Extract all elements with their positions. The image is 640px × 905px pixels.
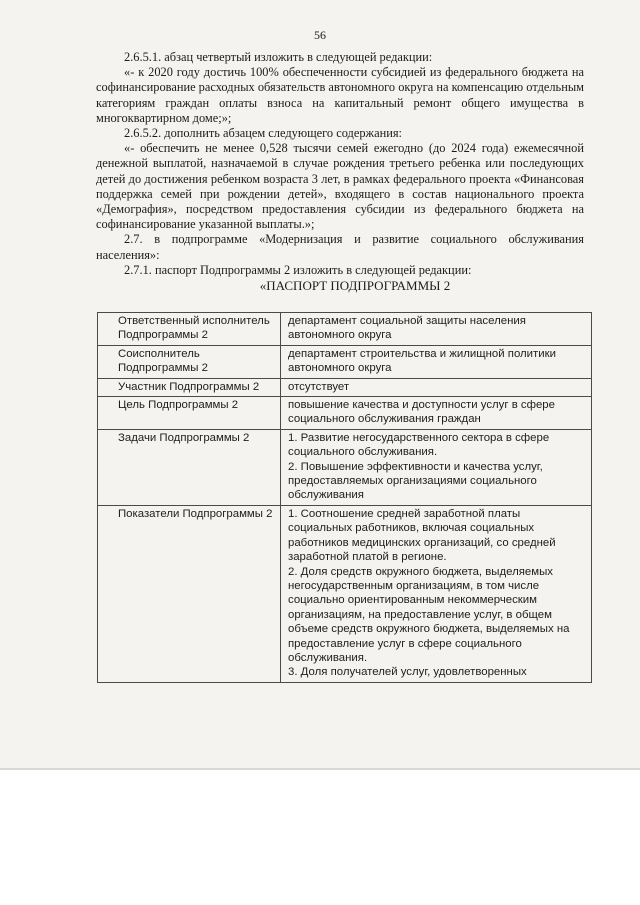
row-value [281, 397, 592, 430]
passport-title: «ПАСПОРТ ПОДПРОГРАММЫ 2 [259, 278, 451, 294]
amendment-text [96, 50, 584, 294]
row-value-line: 1. Соотношение средней заработной платы социальных работников, включая социальных работников медицинских организаций, со средней заработной платой в регионе. [288, 507, 556, 564]
row-value-line: отсутствует [288, 380, 350, 393]
row-value [281, 313, 592, 346]
paragraph-2-6-5-1: 2.6.5.1. абзац четвертый изложить в следующей редакции: [124, 50, 433, 64]
paragraph-2-7: 2.7. в подпрограмме «Модернизация и развитие социального обслуживания населения»: [96, 232, 584, 262]
row-label: Задачи Подпрограммы 2 [98, 429, 281, 505]
paragraph-2-7-1: 2.7.1. паспорт Подпрограммы 2 изложить в следующей редакции: [124, 262, 472, 277]
table-row [98, 378, 592, 396]
row-value-line: 2. Повышение эффективности и качества услуг, предоставляемых организациями социального обслуживания [288, 460, 543, 502]
passport-table [97, 312, 592, 683]
table-row [98, 429, 592, 505]
paragraph-quote-2020: «- к 2020 году достичь 100% обеспеченности субсидией из федерального бюджета на софинансирование расходных обязательств автономного округа на компенсацию отдельным категориям граждан оплаты взноса на капитальный ремонт общего имущества в многоквартирном доме;»; [96, 65, 584, 125]
row-value [281, 345, 592, 378]
table-row [98, 345, 592, 378]
row-value [281, 429, 592, 505]
paragraph-2-6-5-2: 2.6.5.2. дополнить абзацем следующего содержания: [124, 126, 402, 141]
row-value-line: 3. Доля получателей услуг, удовлетворенных [288, 666, 527, 679]
page-number: 56 [314, 28, 326, 42]
row-value-line: 2. Доля средств окружного бюджета, выделяемых негосударственным организациям, в том числе социально ориентированным некоммерческим организациям, на предоставление услуг, в общем объеме средств окружного бюджета, выделяемых на предоставление услуг в сфере социального обслуживания. [288, 565, 570, 664]
row-label: Соисполнитель Подпрограммы 2 [98, 345, 281, 378]
row-value [281, 505, 592, 682]
page-bottom-edge [0, 768, 640, 770]
row-value-line: департамент социальной защиты населения автономного округа [288, 315, 526, 342]
paragraph-quote-demography: «- обеспечить не менее 0,528 тысячи семей ежегодно (до 2024 года) ежемесячной денежной выплатой, назначаемой в случае рождения третьего ребенка или последующих детей до достижения ребенком возраста 3 лет, в рамках федерального проекта «Финансовая поддержка семей при рождении детей», входящего в состав национального проекта «Демография», посредством предоставления субсидии из федерального бюджета на софинансирование указанной выплаты.»; [96, 141, 584, 232]
row-label: Показатели Подпрограммы 2 [98, 505, 281, 682]
row-label: Цель Подпрограммы 2 [98, 397, 281, 430]
row-value [281, 378, 592, 396]
table-row [98, 505, 592, 682]
row-value-line: повышение качества и доступности услуг в сфере социального обслуживания граждан [288, 399, 555, 426]
row-label: Ответственный исполнитель Подпрограммы 2 [98, 313, 281, 346]
row-value-line: 1. Развитие негосударственного сектора в сфере социального обслуживания. [288, 431, 550, 459]
row-value-line: департамент строительства и жилищной политики автономного округа [288, 347, 556, 375]
table-row [98, 397, 592, 430]
table-row [98, 313, 592, 346]
row-label: Участник Подпрограммы 2 [98, 378, 281, 396]
